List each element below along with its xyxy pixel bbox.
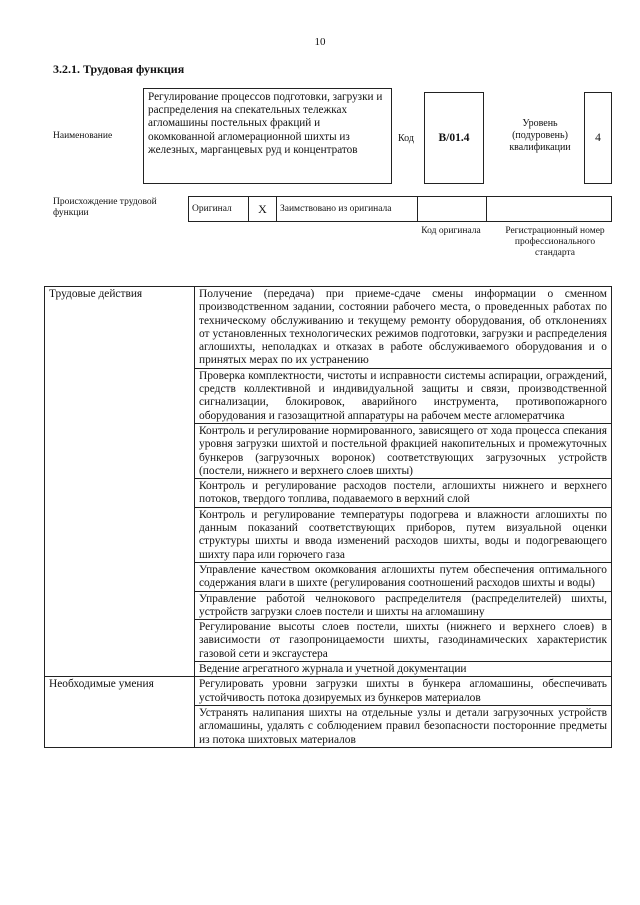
code-original-label: Код оригинала	[421, 226, 481, 236]
list-item: Проверка комплектности, чистоты и исправности системы аспирации, ограждений, средств коллективной и индивидуальной защиты и связи, производственной сигнализации, блокировок, аварийного инструмента, противопожарного оборудования и газозащитной аппаратуры на рабочем месте агломератчика	[195, 368, 612, 423]
list-item: Регулирование высоты слоев постели, шихты (нижнего и верхнего слоев) в зависимости от газопроницаемости шихты, газодинамических характеристик газовой сети и эксгаустера	[195, 620, 612, 662]
list-item: Контроль и регулирование температуры подогрева и влажности аглошихты по данным показаний соответствующих приборов, путем визуальной оценки структуры шихты и ввода изменений расходов шихты, воды и подогревающего шихту пара или горючего газа	[195, 507, 612, 562]
table-row	[45, 677, 612, 706]
reg-number-label: Регистрационный номер профессионального стандарта	[505, 226, 605, 258]
list-item: Контроль и регулирование расходов постели, аглошихты нижнего и верхнего потоков, твердого топлива, подаваемого в верхний слой	[195, 479, 612, 508]
level-value: 4	[584, 92, 612, 184]
original-label: Оригинал	[189, 197, 249, 221]
table-row	[45, 287, 612, 369]
list-item: Регулировать уровни загрузки шихты в бункера агломашины, обеспечивать устойчивость потока дозируемых из бункеров материалов	[195, 677, 612, 706]
list-item: Управление работой челнокового распределителя (распределителей) шихты, устройств загрузки слоев постели и шихты на агломашину	[195, 591, 612, 620]
list-item: Устранять налипания шихты на отдельные узлы и детали загрузочных устройств агломашины, удалять с соблюдением правил безопасности посторонние предметы из потока шихтовых материалов	[195, 705, 612, 747]
name-value: Регулирование процессов подготовки, загрузки и распределения на спекательных тележках агломашины постельных фракций и окомкованной агломерационной шихты из железных, марганцевых руд и концентратов	[143, 88, 392, 184]
level-label: Уровень (подуровень) квалификации	[509, 118, 571, 153]
code-original-cell	[418, 197, 487, 221]
code-value: B/01.4	[424, 92, 484, 184]
reg-number-cell	[487, 197, 611, 221]
list-item: Управление качеством окомкования аглошихты путем обеспечения оптимального содержания влаги в шихте (регулирования соотношений расходов шихты и воды)	[195, 562, 612, 591]
origin-label: Происхождение трудовой функции	[53, 197, 157, 218]
borrowed-label: Заимствовано из оригинала	[277, 197, 418, 221]
name-label: Наименование	[53, 131, 113, 141]
original-mark: X	[249, 197, 277, 221]
section-title: 3.2.1. Трудовая функция	[53, 62, 185, 76]
list-item: Ведение агрегатного журнала и учетной документации	[195, 662, 612, 677]
list-item: Контроль и регулирование нормированного, зависящего от хода процесса спекания уровня загрузки шихтой и постельной фракцией накопительных и промежуточных бункеров (загрузочных воронок) соответствующих загрузочных устройств (постели, нижнего и верхнего слоев шихты)	[195, 423, 612, 478]
section-title-actions: Трудовые действия	[45, 287, 195, 677]
functions-table	[44, 286, 612, 748]
list-item: Получение (передача) при приеме-сдаче смены информации о сменном производственном задании, состоянии рабочего места, о проведенных работах по техническому обслуживанию и текущему ремонту оборудования, об отклонениях от установленных технологических режимов подготовки, загрузки и распределения аглошихты, неполадках и отказах в работе обслуживаемого оборудования и о принятых мерах по их устранению	[195, 287, 612, 369]
page-number: 10	[314, 36, 326, 48]
section-title-skills: Необходимые умения	[45, 677, 195, 747]
origin-row	[188, 196, 612, 222]
code-label: Код	[398, 133, 414, 144]
